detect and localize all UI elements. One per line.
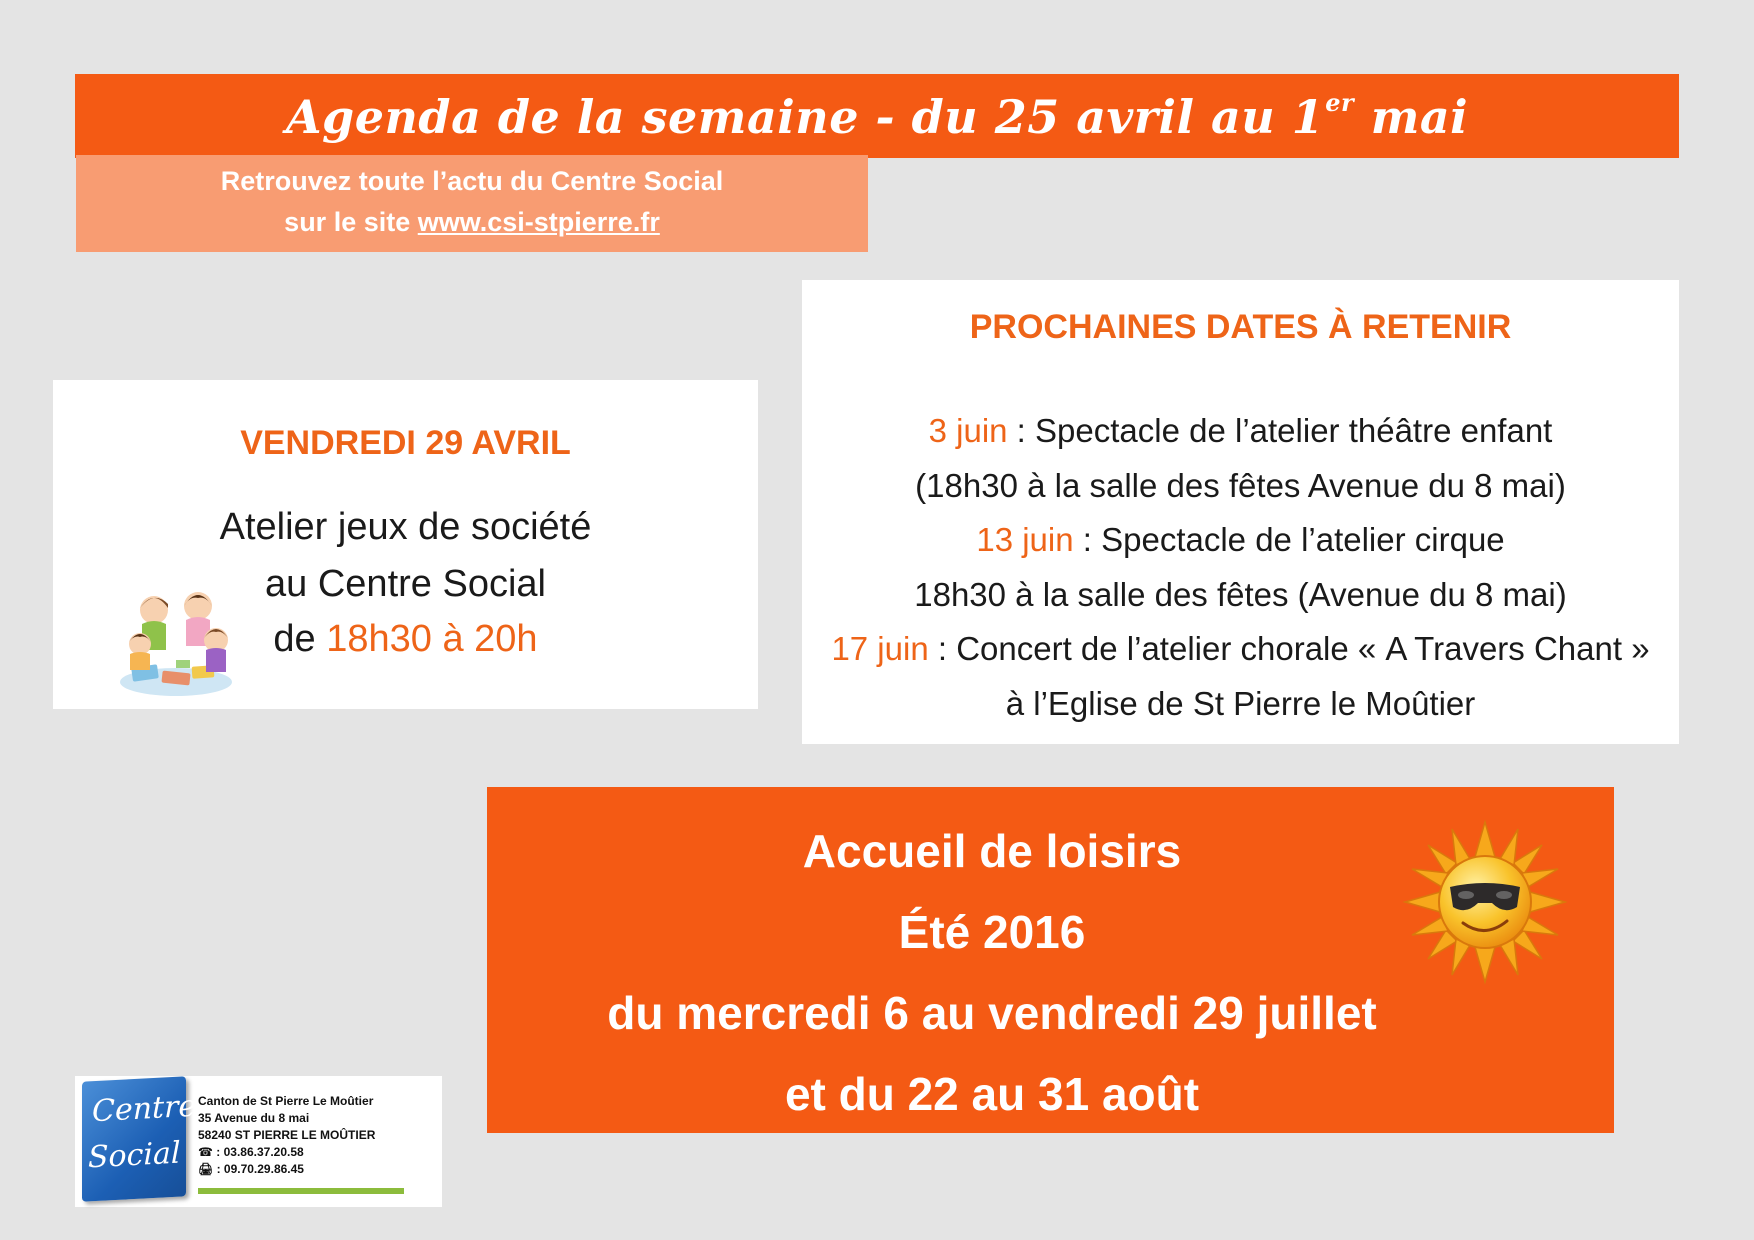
address-canton: Canton de St Pierre Le Moûtier — [198, 1094, 374, 1108]
upcoming-item-2-desc: : Spectacle de l’atelier cirque — [1073, 521, 1505, 558]
agenda-title-end: mai — [1370, 90, 1469, 144]
event-line-1: Atelier jeux de société — [219, 506, 592, 548]
green-accent-bar — [198, 1188, 404, 1194]
loisirs-season: Été 2016 — [898, 906, 1086, 958]
website-prefix: sur le site — [284, 207, 411, 237]
address-street: 35 Avenue du 8 mai — [198, 1111, 310, 1125]
event-line-2: au Centre Social — [265, 563, 546, 605]
agenda-title — [286, 88, 1468, 144]
upcoming-item-1-date: 3 juin — [928, 412, 1008, 449]
upcoming-item-1 — [802, 404, 1679, 459]
upcoming-item-3 — [802, 622, 1679, 677]
logo-word-centre: Centre — [92, 1088, 197, 1130]
upcoming-heading-wrap — [802, 308, 1679, 347]
website-line-1: Retrouvez toute l’actu du Centre Social — [220, 166, 724, 196]
address-fax: 🖨 : 09.70.29.86.45 — [198, 1162, 304, 1176]
website-line-2 — [76, 202, 868, 243]
loisirs-dates-july: du mercredi 6 au vendredi 29 juillet — [607, 987, 1377, 1039]
event-time-prefix: de — [273, 618, 316, 660]
upcoming-item-3-date: 17 juin — [831, 630, 929, 667]
address-city: 58240 ST PIERRE LE MOÛTIER — [198, 1128, 376, 1142]
upcoming-item-2-date: 13 juin — [976, 521, 1074, 558]
upcoming-item-2 — [802, 513, 1679, 568]
upcoming-list — [802, 404, 1679, 731]
centre-social-card — [75, 1076, 442, 1207]
upcoming-heading: PROCHAINES DATES À RETENIR — [969, 308, 1512, 346]
upcoming-item-2-detail: 18h30 à la salle des fêtes (Avenue du 8 mai) — [914, 575, 1567, 613]
loisirs-banner — [487, 787, 1614, 1133]
children-playing-icon — [118, 588, 236, 700]
event-date: VENDREDI 29 AVRIL — [240, 424, 571, 462]
address-phone: ☎ : 03.86.37.20.58 — [198, 1145, 304, 1159]
website-box — [76, 155, 868, 252]
website-link[interactable]: www.csi-stpierre.fr — [417, 207, 660, 237]
centre-social-logo — [82, 1076, 197, 1201]
title-banner — [75, 74, 1679, 158]
sun-with-sunglasses-icon — [1400, 817, 1570, 987]
logo-word-social: Social — [88, 1135, 181, 1176]
event-time: 18h30 à 20h — [326, 618, 538, 660]
event-date-wrap — [53, 424, 758, 463]
upcoming-item-3-desc: : Concert de l’atelier chorale « A Travers Chant » — [928, 630, 1650, 667]
loisirs-title: Accueil de loisirs — [802, 825, 1182, 877]
agenda-title-main: Agenda de la semaine - du 25 avril au 1 — [285, 90, 1325, 144]
loisirs-text — [487, 811, 1497, 1135]
upcoming-item-1-detail: (18h30 à la salle des fêtes Avenue du 8 mai) — [915, 466, 1566, 504]
loisirs-dates-august: et du 22 au 31 août — [784, 1068, 1200, 1120]
upcoming-item-1-desc: : Spectacle de l’atelier théâtre enfant — [1007, 412, 1553, 449]
agenda-title-superscript: er — [1325, 88, 1355, 117]
address-block — [198, 1093, 428, 1178]
upcoming-item-3-detail: à l’Eglise de St Pierre le Moûtier — [1005, 684, 1476, 722]
